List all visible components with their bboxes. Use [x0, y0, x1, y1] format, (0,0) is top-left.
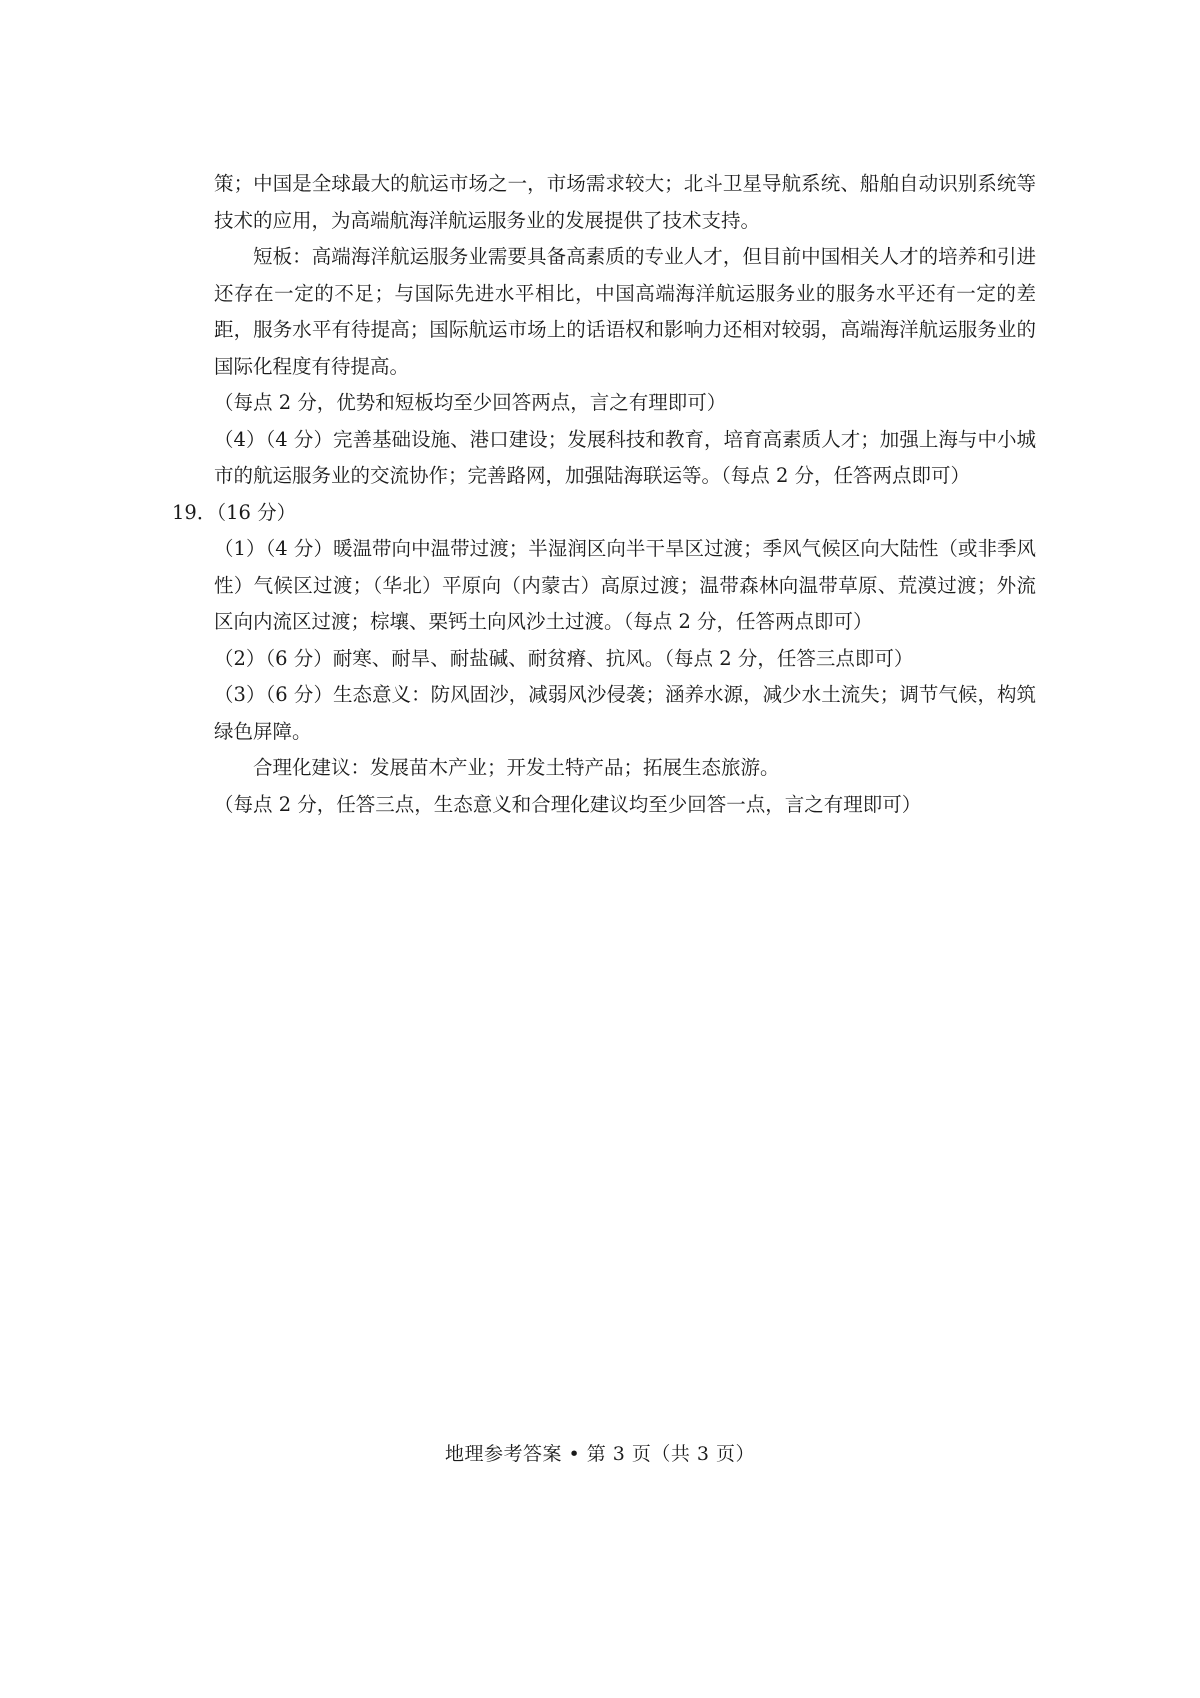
scoring-note: （每点 2 分，优势和短板均至少回答两点，言之有理即可）	[214, 391, 727, 414]
answer-part-4: （4）（4 分）完善基础设施、港口建设；发展科技和教育，培育高素质人才；加强上海与中小城市的航运服务业的交流协作；完善路网，加强陆海联运等。（每点 2 分，任答两点即可）	[214, 427, 1036, 487]
question-19-part-3: （3）（6 分）生态意义：防风固沙，减弱风沙侵袭；涵养水源，减少水土流失；调节气候，构筑绿色屏障。	[214, 683, 1036, 743]
question-19-heading: 19．（16 分）	[172, 500, 297, 524]
question-19-part-2: （2）（6 分）耐寒、耐旱、耐盐碱、耐贫瘠、抗风。（每点 2 分，任答三点即可）	[214, 646, 914, 670]
page-footer: 地理参考答案 • 第 3 页（共 3 页）	[444, 1443, 756, 1465]
question-19-part-1: （1）（4 分）暖温带向中温带过渡；半湿润区向半干旱区过渡；季风气候区向大陆性（或非季风性）气候区过渡；（华北）平原向（内蒙古）高原过渡；温带森林向温带草原、荒漠过渡；外流区向内流区过渡；棕壤、栗钙土向风沙土过渡。（每点 2 分，任答两点即可）	[214, 537, 1036, 633]
answer-body	[172, 166, 1036, 823]
question-19-scoring-note: （每点 2 分，任答三点，生态意义和合理化建议均至少回答一点，言之有理即可）	[214, 792, 922, 816]
paragraph-advantage-cont: 策；中国是全球最大的航运市场之一，市场需求较大；北斗卫星导航系统、船舶自动识别系统等技术的应用，为高端航海洋航运服务业的发展提供了技术支持。	[214, 172, 1036, 232]
paragraph-shortcoming: 短板：高端海洋航运服务业需要具备高素质的专业人才，但目前中国相关人才的培养和引进还存在一定的不足；与国际先进水平相比，中国高端海洋航运服务业的服务水平还有一定的差距，服务水平有待提高；国际航运市场上的话语权和影响力还相对较弱，高端海洋航运服务业的国际化程度有待提高。	[214, 245, 1036, 378]
question-19-suggestions: 合理化建议：发展苗木产业；开发土特产品；拓展生态旅游。	[253, 756, 780, 779]
